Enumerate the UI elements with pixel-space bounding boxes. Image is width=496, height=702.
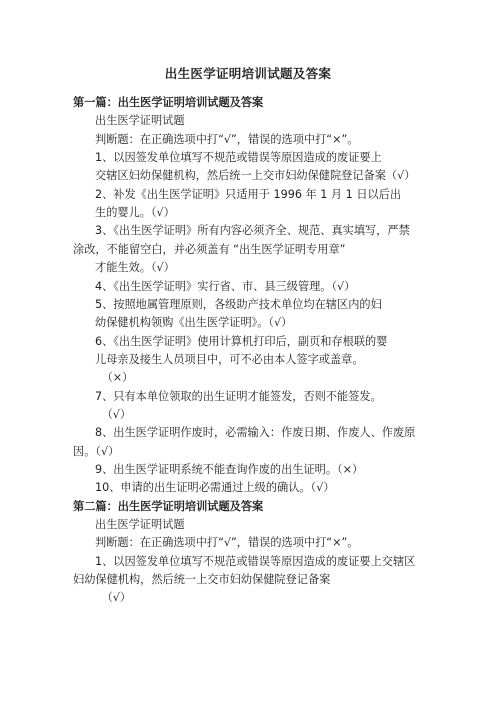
text-line: 交辖区妇幼保健机构，然后统一上交市妇幼保健院登记备案（√） xyxy=(95,169,416,183)
section-heading: 第一篇：出生医学证明培训试题及答案 xyxy=(73,96,264,109)
text-line: （×） xyxy=(101,371,134,385)
section-heading: 第二篇：出生医学证明培训试题及答案 xyxy=(73,499,264,513)
text-line: 1、以因签发单位填写不规范或错误等原因造成的废证要上 xyxy=(95,151,382,165)
text-line: 涂改，不能留空白，并必须盖有 “出生医学证明专用章” xyxy=(73,242,346,256)
text-line: 9、出生医学证明系统不能查询作废的出生证明。（×） xyxy=(95,463,364,476)
text-line: 7、只有本单位领取的出生证明才能签发，否则不能签发。 xyxy=(95,389,382,403)
page-title: 出生医学证明培训试题及答案 xyxy=(164,66,332,81)
text-line: 6、《出生医学证明》使用计算机打印后，副页和存根联的婴 xyxy=(95,334,388,348)
text-line: 2、补发《出生医学证明》只适用于 1996 年 1 月 1 日以后出 xyxy=(95,187,402,201)
text-line: （√） xyxy=(101,407,132,421)
text-line: 幼保健机构领购《出生医学证明》。（√） xyxy=(95,316,293,330)
text-line: 因。（√） xyxy=(73,444,120,458)
text-line: 3、《出生医学证明》所有内容必须齐全、规范、真实填写，严禁 xyxy=(95,224,410,238)
text-line: 儿母亲及接生人员项目中，可不必由本人签字或盖章。 xyxy=(95,352,364,366)
text-line: 1、以因签发单位填写不规范或错误等原因造成的废证要上交辖区 xyxy=(95,554,416,568)
text-line: 判断题：在正确选项中打“√”，错误的选项中打“×”。 xyxy=(95,536,359,550)
text-line: 5、按照地属管理原则，各级助产技术单位均在辖区内的妇 xyxy=(95,297,382,311)
text-line: 判断题：在正确选项中打“√”，错误的选项中打“×”。 xyxy=(95,132,359,146)
text-line: 出生医学证明试题 xyxy=(95,518,185,532)
text-line: 8、出生医学证明作废时，必需输入：作废日期、作废人、作废原 xyxy=(95,426,416,440)
text-line: 出生医学证明试题 xyxy=(95,114,185,128)
text-line: 妇幼保健机构，然后统一上交市妇幼保健院登记备案 xyxy=(73,573,331,587)
text-line: 10、申请的出生证明必需通过上级的确认。（√） xyxy=(95,481,335,495)
text-line: 生的婴儿。（√） xyxy=(95,206,175,220)
text-line: （√） xyxy=(101,591,132,605)
text-line: 4、《出生医学证明》实行省、市、县三级管理。（√） xyxy=(95,279,356,293)
text-line: 才能生效。（√） xyxy=(95,261,175,275)
